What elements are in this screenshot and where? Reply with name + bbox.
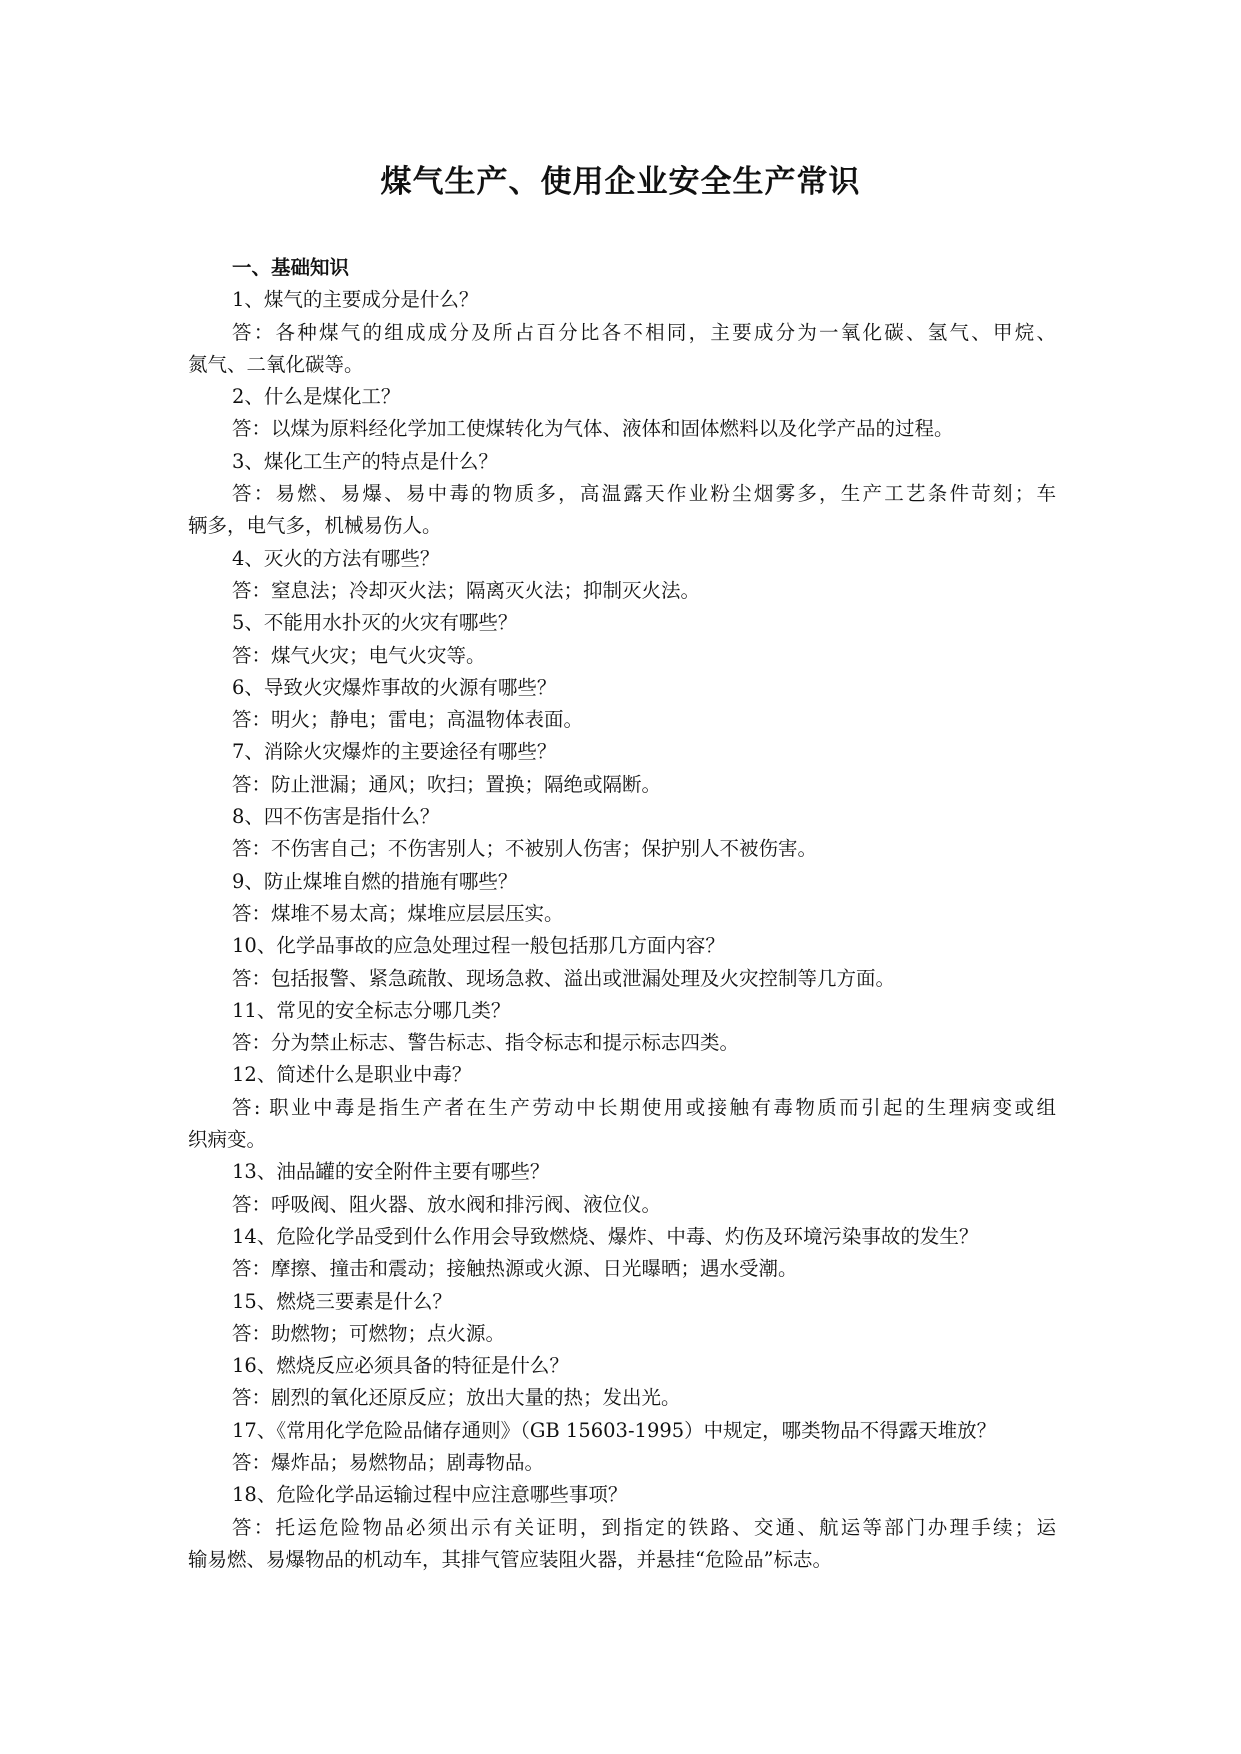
section-heading: 一、基础知识 xyxy=(232,256,350,279)
answer-text xyxy=(188,898,1056,930)
answer-line: 答：分为禁止标志、警告标志、指令标志和提示标志四类。 xyxy=(232,1031,740,1055)
answer-line: 答：爆炸品；易燃物品；剧毒物品。 xyxy=(232,1450,545,1474)
answer-text xyxy=(188,1092,1056,1124)
answer-line: 答：易燃、易爆、易中毒的物质多，高温露天作业粉尘烟雾多，生产工艺条件苛刻；车 xyxy=(232,482,1056,506)
answer-text xyxy=(188,1124,1056,1156)
question-text: 7、消除火灾爆炸的主要途径有哪些？ xyxy=(232,740,557,764)
answer-text xyxy=(188,1512,1056,1544)
question-text: 13、油品罐的安全附件主要有哪些？ xyxy=(232,1160,550,1184)
question-text: 2、什么是煤化工？ xyxy=(232,385,401,409)
answer-line: 答：煤气火灾；电气火灾等。 xyxy=(232,643,486,667)
answer-line: 答：煤堆不易太高；煤堆应层层压实。 xyxy=(232,901,564,925)
answer-text xyxy=(188,349,1056,381)
answer-line: 答：托运危险物品必须出示有关证明，到指定的铁路、交通、航运等部门办理手续；运 xyxy=(232,1515,1056,1539)
answer-line: 答：包括报警、紧急疏散、现场急救、溢出或泄漏处理及火灾控制等几方面。 xyxy=(232,966,896,990)
answer-text xyxy=(188,510,1056,542)
answer-text xyxy=(188,413,1056,445)
answer-line: 织病变。 xyxy=(188,1128,267,1152)
question-text: 1、煤气的主要成分是什么？ xyxy=(232,288,479,312)
answer-text xyxy=(188,704,1056,736)
answer-line: 答: 职业中毒是指生产者在生产劳动中长期使用或接触有毒物质而引起的生理病变或组 xyxy=(232,1095,1056,1119)
answer-line: 答：各种煤气的组成成分及所占百分比各不相同，主要成分为一氧化碳、氢气、甲烷、 xyxy=(232,320,1056,344)
answer-line: 答：以煤为原料经化学加工使煤转化为气体、液体和固体燃料以及化学产品的过程。 xyxy=(232,417,954,441)
answer-text xyxy=(188,478,1056,510)
answer-line: 答：摩擦、撞击和震动；接触热源或火源、日光曝晒；遇水受潮。 xyxy=(232,1257,798,1281)
document-body xyxy=(188,252,1056,1576)
answer-line: 氮气、二氧化碳等。 xyxy=(188,352,364,376)
answer-text xyxy=(188,1253,1056,1285)
question-text: 4、灭火的方法有哪些？ xyxy=(232,546,440,570)
question-text: 18、危险化学品运输过程中应注意哪些事项？ xyxy=(232,1483,628,1507)
answer-line: 答：防止泄漏；通风；吹扫；置换；隔绝或隔断。 xyxy=(232,772,662,796)
answer-text xyxy=(188,1382,1056,1414)
question-text: 10、化学品事故的应急处理过程一般包括那几方面内容？ xyxy=(232,934,725,958)
answer-text xyxy=(188,1447,1056,1479)
answer-text xyxy=(188,1189,1056,1221)
page-title: 煤气生产、使用企业安全生产常识 xyxy=(380,164,861,200)
answer-text xyxy=(188,1318,1056,1350)
question-text: 6、导致火灾爆炸事故的火源有哪些？ xyxy=(232,675,557,699)
answer-text xyxy=(188,769,1056,801)
question-text: 17、《常用化学危险品储存通则》（GB 15603-1995）中规定，哪类物品不得露天堆放？ xyxy=(232,1418,997,1442)
answer-line: 答：不伤害自己；不伤害别人；不被别人伤害；保护别人不被伤害。 xyxy=(232,837,818,861)
answer-text xyxy=(188,1027,1056,1059)
answer-line: 输易燃、易爆物品的机动车，其排气管应装阻火器，并悬挂“危险品”标志。 xyxy=(188,1547,832,1571)
answer-text xyxy=(188,640,1056,672)
question-text: 12、简述什么是职业中毒？ xyxy=(232,1063,472,1087)
question-text: 8、四不伤害是指什么？ xyxy=(232,805,440,829)
answer-line: 答：明火；静电；雷电；高温物体表面。 xyxy=(232,708,584,732)
answer-line: 辆多，电气多，机械易伤人。 xyxy=(188,514,442,538)
answer-text xyxy=(188,833,1056,865)
question-text: 15、燃烧三要素是什么？ xyxy=(232,1289,452,1313)
question-text: 9、防止煤堆自燃的措施有哪些？ xyxy=(232,869,518,893)
question-text: 3、煤化工生产的特点是什么？ xyxy=(232,449,498,473)
question-text: 14、危险化学品受到什么作用会导致燃烧、爆炸、中毒、灼伤及环境污染事故的发生？ xyxy=(232,1224,979,1248)
question-text: 16、燃烧反应必须具备的特征是什么？ xyxy=(232,1354,569,1378)
answer-text xyxy=(188,1544,1056,1576)
answer-text xyxy=(188,963,1056,995)
answer-line: 答：助燃物；可燃物；点火源。 xyxy=(232,1321,506,1345)
question-text: 5、不能用水扑灭的火灾有哪些？ xyxy=(232,611,518,635)
answer-text xyxy=(188,575,1056,607)
answer-line: 答：窒息法；冷却灭火法；隔离灭火法；抑制灭火法。 xyxy=(232,578,701,602)
question-text: 11、常见的安全标志分哪几类？ xyxy=(232,998,511,1022)
answer-text xyxy=(188,317,1056,349)
answer-line: 答：剧烈的氧化还原反应；放出大量的热；发出光。 xyxy=(232,1386,681,1410)
answer-line: 答：呼吸阀、阻火器、放水阀和排污阀、液位仪。 xyxy=(232,1192,662,1216)
